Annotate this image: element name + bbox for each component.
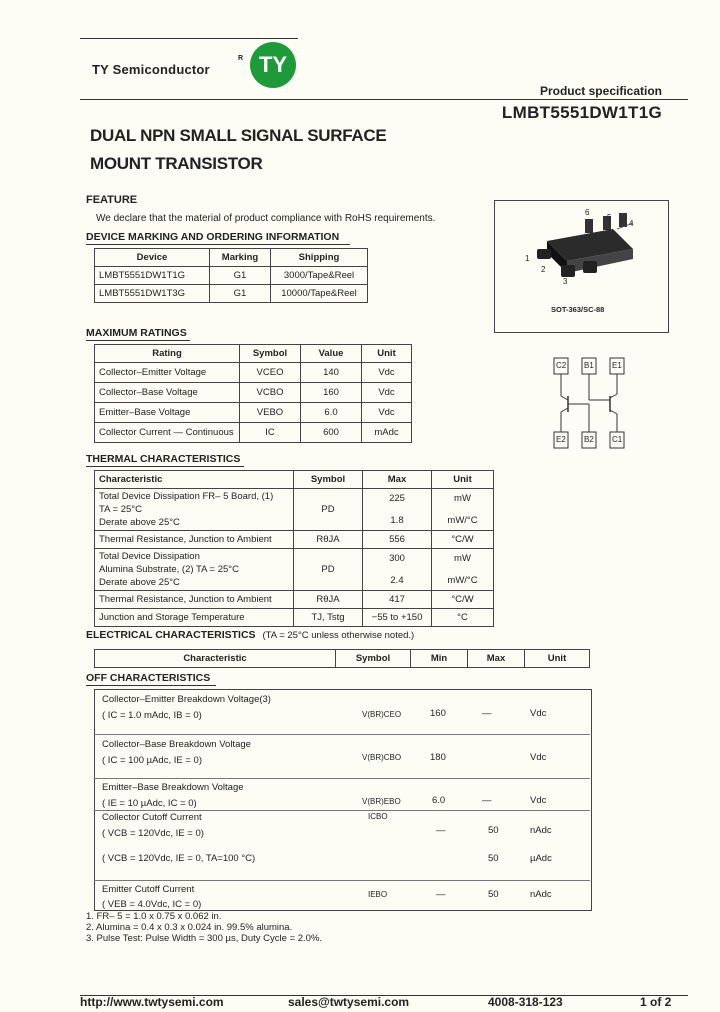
cell: Vdc [362, 363, 412, 383]
cell: 556 [363, 531, 432, 549]
off-row-1-min: 160 [430, 708, 446, 719]
package-box [494, 200, 669, 333]
pin-b1: B1 [584, 361, 594, 370]
ordering-col-device: Device [95, 249, 210, 267]
off-row-3-char [102, 780, 244, 812]
off-row-3-min: 6.0 [432, 795, 446, 806]
cell-line: 1.8 [390, 515, 404, 526]
cell: Thermal Resistance, Junction to Ambient [95, 591, 294, 609]
cell: Collector–Emitter Voltage [95, 363, 240, 383]
off-row-6-char [102, 882, 201, 912]
cell [432, 549, 494, 591]
off-rule [86, 685, 216, 686]
table-row [95, 531, 494, 549]
cell: VCBO [240, 383, 301, 403]
electrical-header-table [94, 649, 590, 668]
cell-line: mW [454, 553, 471, 564]
cell: 6.0 [301, 403, 362, 423]
cell: PD [294, 549, 363, 591]
thermal-table [94, 470, 494, 627]
off-row-2-unit: Vdc [530, 752, 547, 763]
cell-line: ( IC = 100 µAdc, IE = 0) [102, 755, 202, 766]
thermal-heading: THERMAL CHARACTERISTICS [86, 453, 241, 465]
cell-line: 2.4 [390, 575, 404, 586]
cell [95, 489, 294, 531]
table-row [95, 591, 494, 609]
cell-line: Derate above 25°C [99, 517, 180, 528]
max-ratings-table [94, 344, 412, 443]
cell: mAdc [362, 423, 412, 443]
electrical-heading-wrap [86, 629, 414, 641]
cell: °C/W [432, 591, 494, 609]
cell [363, 549, 432, 591]
pin-2-label: 2 [541, 265, 546, 274]
page-title [90, 122, 386, 178]
pin-1-label: 1 [525, 254, 530, 263]
cell-line: 225 [389, 493, 405, 504]
cell: 140 [301, 363, 362, 383]
ordering-table [94, 248, 368, 303]
cell: TJ, Tstg [294, 609, 363, 627]
off-row-4-min: — [436, 825, 446, 836]
pin-e1: E1 [612, 361, 622, 370]
cell: Collector Current — Continuous [95, 423, 240, 443]
table-row [95, 383, 412, 403]
off-row-4-char [102, 810, 204, 842]
off-row-6-symbol: IEBO [368, 890, 388, 899]
pin-c2: C2 [556, 361, 567, 370]
title-line-1: DUAL NPN SMALL SIGNAL SURFACE [90, 126, 387, 145]
footnote-1: 1. FR– 5 = 1.0 x 0.75 x 0.062 in. [86, 911, 222, 922]
cell-line: ( VEB = 4.0Vdc, IC = 0) [102, 899, 202, 910]
row-divider [94, 778, 590, 779]
footer-phone: 4008-318-123 [488, 995, 563, 1009]
pin-b2: B2 [584, 435, 594, 444]
ordering-heading: DEVICE MARKING AND ORDERING INFORMATION [86, 231, 340, 243]
row-divider [94, 734, 590, 735]
cell-line: Collector Cutoff Current [102, 812, 202, 823]
off-row-1-max: — [482, 708, 492, 719]
cell-line: Total Device Dissipation [99, 551, 200, 562]
company-logo: TY [250, 42, 296, 88]
cell-line: ( VCB = 120Vdc, IE = 0) [102, 828, 204, 839]
off-row-2-symbol: V(BR)CBO [362, 753, 402, 762]
cell: RθJA [294, 531, 363, 549]
cell: Vdc [362, 403, 412, 423]
thermal-col-max: Max [363, 471, 432, 489]
max-ratings-heading: MAXIMUM RATINGS [86, 327, 187, 339]
cell-line: mW/°C [447, 515, 478, 526]
pin-4-label: 4 [629, 219, 634, 228]
elec-col-char: Characteristic [95, 650, 336, 668]
elec-col-min: Min [411, 650, 468, 668]
cell: VCEO [240, 363, 301, 383]
table-row [95, 363, 412, 383]
cell: Collector–Base Voltage [95, 383, 240, 403]
cell: 160 [301, 383, 362, 403]
cell: 600 [301, 423, 362, 443]
cell-line: Emitter Cutoff Current [102, 884, 195, 895]
off-row-1-char [102, 692, 271, 724]
cell-line: Derate above 25°C [99, 577, 180, 588]
off-row-4-symbol: ICBO [368, 812, 388, 821]
cell: Thermal Resistance, Junction to Ambient [95, 531, 294, 549]
table-row [95, 489, 494, 531]
pin-6-label: 6 [585, 208, 590, 217]
electrical-note: (TA = 25°C unless otherwise noted.) [262, 630, 415, 641]
cell: 10000/Tape&Reel [271, 285, 368, 303]
off-row-4-max: 50 [488, 825, 499, 836]
cell: RθJA [294, 591, 363, 609]
table-row [95, 423, 412, 443]
max-ratings-rule [86, 340, 190, 341]
pin-5-label: 5 [607, 213, 612, 222]
cell: VEBO [240, 403, 301, 423]
off-row-6-unit: nAdc [530, 889, 552, 900]
cell-line: mW/°C [447, 575, 478, 586]
cell: °C [432, 609, 494, 627]
off-row-3-symbol: V(BR)EBO [362, 797, 401, 806]
cell: Vdc [362, 383, 412, 403]
cell-line: ( IC = 1.0 mAdc, IB = 0) [102, 710, 202, 721]
cell-line: ( IE = 10 µAdc, IC = 0) [102, 798, 197, 809]
max-col-rating: Rating [95, 345, 240, 363]
thermal-rule [86, 466, 244, 467]
footnote-3: 3. Pulse Test: Pulse Width = 300 µs, Duty Cycle = 2.0%. [86, 933, 323, 944]
off-row-5-char: ( VCB = 120Vdc, IE = 0, TA=100 °C) [102, 853, 256, 864]
feature-text: We declare that the material of product compliance with RoHS requirements. [96, 213, 436, 224]
footer-url[interactable]: http://www.twtysemi.com [80, 995, 224, 1009]
cell-line: Total Device Dissipation FR– 5 Board, (1) [99, 491, 274, 502]
header-rule [80, 99, 688, 100]
cell: 3000/Tape&Reel [271, 267, 368, 285]
off-row-2-char [102, 737, 251, 769]
registered-mark: R [238, 55, 244, 62]
pin-e2: E2 [556, 435, 566, 444]
cell-line: 300 [389, 553, 405, 564]
cell: 417 [363, 591, 432, 609]
footnote-2: 2. Alumina = 0.4 x 0.3 x 0.024 in. 99.5% alumina. [86, 922, 293, 933]
schematic [548, 356, 632, 454]
cell [95, 549, 294, 591]
off-row-1-symbol: V(BR)CEO [362, 710, 402, 719]
title-line-2: MOUNT TRANSISTOR [90, 154, 263, 173]
footer-page: 1 of 2 [640, 995, 672, 1009]
cell: °C/W [432, 531, 494, 549]
off-heading: OFF CHARACTERISTICS [86, 672, 211, 684]
elec-col-unit: Unit [525, 650, 590, 668]
off-row-6-min: — [436, 889, 446, 900]
table-row [95, 609, 494, 627]
ordering-col-marking: Marking [210, 249, 271, 267]
thermal-col-symbol: Symbol [294, 471, 363, 489]
cell: LMBT5551DW1T1G [95, 267, 210, 285]
cell: G1 [210, 267, 271, 285]
cell: Junction and Storage Temperature [95, 609, 294, 627]
off-row-1-unit: Vdc [530, 708, 547, 719]
part-number: LMBT5551DW1T1G [501, 103, 662, 122]
table-row [95, 285, 368, 303]
off-row-3-max: — [482, 795, 492, 806]
cell: IC [240, 423, 301, 443]
footer-email[interactable]: sales@twtysemi.com [288, 995, 410, 1009]
cell: Emitter–Base Voltage [95, 403, 240, 423]
ordering-col-shipping: Shipping [271, 249, 368, 267]
pin-3-label: 3 [563, 277, 568, 286]
off-row-2-min: 180 [430, 752, 446, 763]
off-row-5-unit: µAdc [530, 853, 552, 864]
ordering-rule [86, 244, 350, 245]
cell-line: Alumina Substrate, (2) TA = 25°C [99, 564, 239, 575]
elec-col-symbol: Symbol [336, 650, 411, 668]
max-col-symbol: Symbol [240, 345, 301, 363]
package-label: SOT-363/SC-88 [551, 305, 605, 314]
electrical-heading: ELECTRICAL CHARACTERISTICS [86, 629, 256, 641]
cell: −55 to +150 [363, 609, 432, 627]
feature-heading: FEATURE [86, 194, 138, 206]
thermal-col-char: Characteristic [95, 471, 294, 489]
header-top-rule [80, 38, 298, 39]
off-row-3-unit: Vdc [530, 795, 547, 806]
off-row-4-unit: nAdc [530, 825, 552, 836]
table-row [95, 549, 494, 591]
off-row-5-max: 50 [488, 853, 499, 864]
cell: PD [294, 489, 363, 531]
cell-line: TA = 25°C [99, 504, 142, 515]
max-col-unit: Unit [362, 345, 412, 363]
elec-col-max: Max [468, 650, 525, 668]
thermal-col-unit: Unit [432, 471, 494, 489]
cell [432, 489, 494, 531]
cell-line: Collector–Base Breakdown Voltage [102, 739, 251, 750]
spec-label: Product specification [539, 84, 662, 98]
package-drawing [495, 201, 668, 301]
cell-line: mW [454, 493, 471, 504]
max-col-value: Value [301, 345, 362, 363]
table-row [95, 403, 412, 423]
off-row-6-max: 50 [488, 889, 499, 900]
footnotes [86, 911, 322, 944]
cell-line: Collector–Emitter Breakdown Voltage(3) [102, 694, 271, 705]
company-name: TY Semiconductor [92, 62, 210, 77]
cell: G1 [210, 285, 271, 303]
pin-c1: C1 [612, 435, 623, 444]
row-divider [94, 880, 590, 881]
cell: LMBT5551DW1T3G [95, 285, 210, 303]
table-row [95, 267, 368, 285]
cell [363, 489, 432, 531]
cell-line: Emitter–Base Breakdown Voltage [102, 782, 244, 793]
